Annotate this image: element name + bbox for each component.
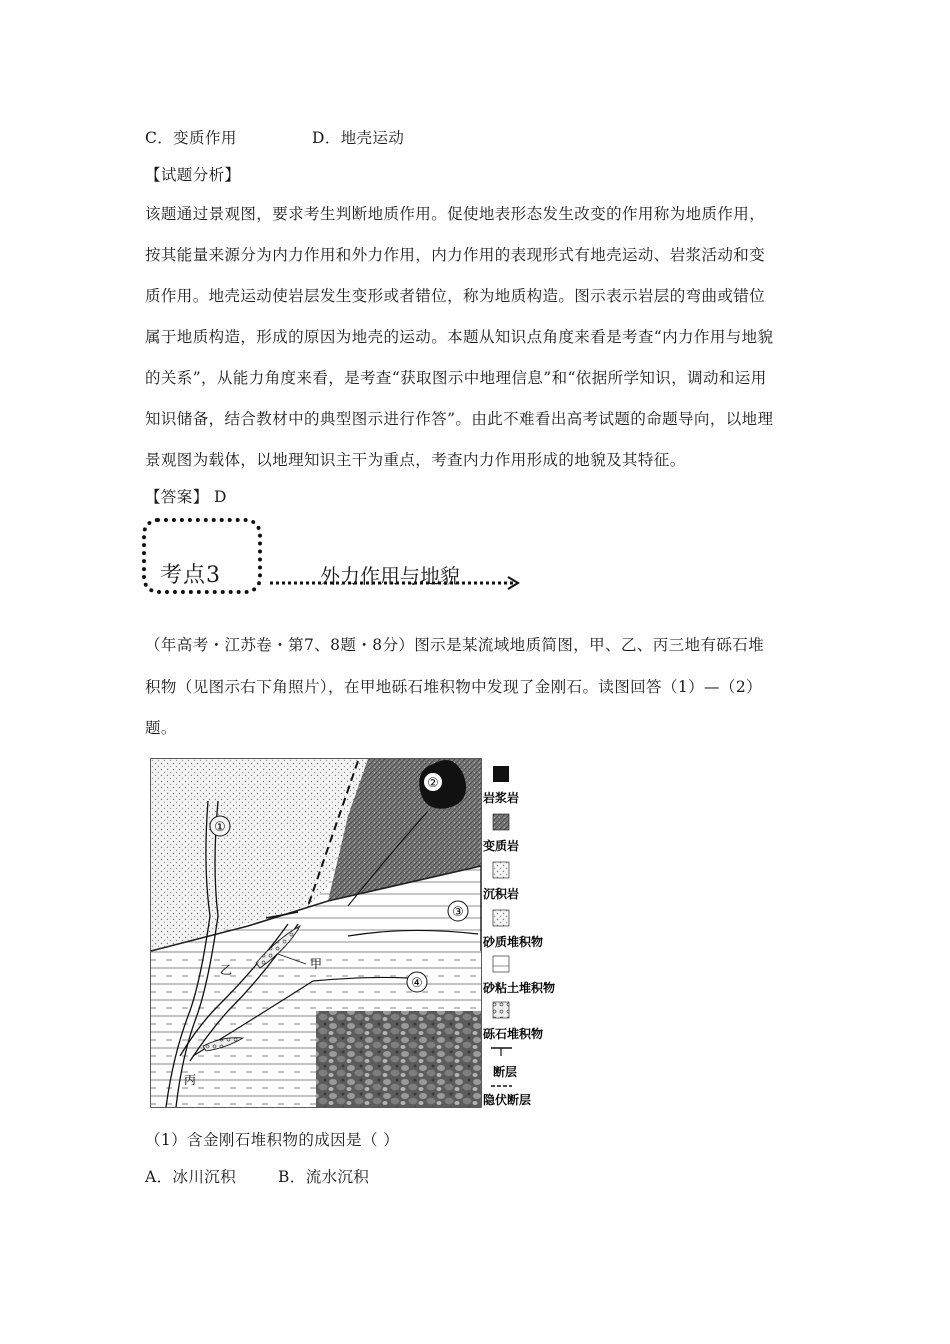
place-bing: 丙 <box>184 1073 197 1087</box>
place-jia: 甲 <box>310 957 323 971</box>
topic-title: 外力作用与地貌 <box>320 564 460 588</box>
geology-map <box>148 756 568 1111</box>
answer-value: D <box>213 488 227 506</box>
question-intro-line: 题。 <box>145 719 177 737</box>
legend-gravel: 砾石堆积物 <box>483 1027 544 1041</box>
analysis-line: 按其能量来源分为内力作用和外力作用，内力作用的表现形式有地壳运动、岩浆活动和变 <box>145 246 766 264</box>
marker-4: ④ <box>411 976 423 991</box>
analysis-line: 的关系”，从能力角度来看，是考查“获取图示中地理信息”和“依据所学知识，调动和运用 <box>145 369 767 387</box>
analysis-line: 知识储备，结合教材中的典型图示进行作答”。由此不难看出高考试题的命题导向，以地理 <box>145 410 774 428</box>
marker-3: ③ <box>452 905 464 920</box>
legend-fault: 断层 <box>493 1065 518 1079</box>
question-intro-line: 积物（见图示右下角照片），在甲地砾石堆积物中发现了金刚石。读图回答（1）—（2） <box>145 678 762 696</box>
option-b: B．流水沉积 <box>278 1168 370 1186</box>
answer-label: 【答案】 <box>145 488 209 506</box>
option-d: D．地壳运动 <box>312 129 405 147</box>
legend-concealed-fault: 隐伏断层 <box>483 1093 532 1107</box>
marker-1: ① <box>214 820 226 835</box>
legend-sandy: 砂质堆积物 <box>483 935 544 949</box>
analysis-line: 该题通过景观图，要求考生判断地质作用。促使地表形态发生改变的作用称为地质作用， <box>145 205 766 223</box>
analysis-heading: 【试题分析】 <box>145 166 241 184</box>
question-intro-line: （年高考・江苏卷・第7、8题・8分）图示是某流域地质简图，甲、乙、丙三地有砾石堆 <box>145 636 765 654</box>
option-c: C．变质作用 <box>145 129 237 147</box>
analysis-line: 属于地质构造，形成的原因为地壳的运动。本题从知识点角度来看是考查“内力作用与地貌 <box>145 328 774 346</box>
legend <box>483 766 555 1107</box>
question-1-stem: （1）含金刚石堆积物的成因是（ ） <box>145 1131 400 1149</box>
analysis-line: 景观图为载体，以地理知识主干为重点，考查内力作用形成的地貌及其特征。 <box>145 451 686 469</box>
answer-line <box>145 485 227 507</box>
analysis-line: 质作用。地壳运动使岩层发生变形或者错位，称为地质构造。图示表示岩层的弯曲或错位 <box>145 287 766 305</box>
topic-label: 考点3 <box>160 563 221 588</box>
legend-magma: 岩浆岩 <box>483 791 520 805</box>
option-a: A．冰川沉积 <box>145 1168 237 1186</box>
legend-sand-clay: 砂粘土堆积物 <box>483 981 556 995</box>
marker-2: ② <box>427 776 439 791</box>
legend-metamorphic: 变质岩 <box>483 839 520 853</box>
place-yi: 乙 <box>220 963 233 977</box>
legend-sedimentary: 沉积岩 <box>483 887 520 901</box>
